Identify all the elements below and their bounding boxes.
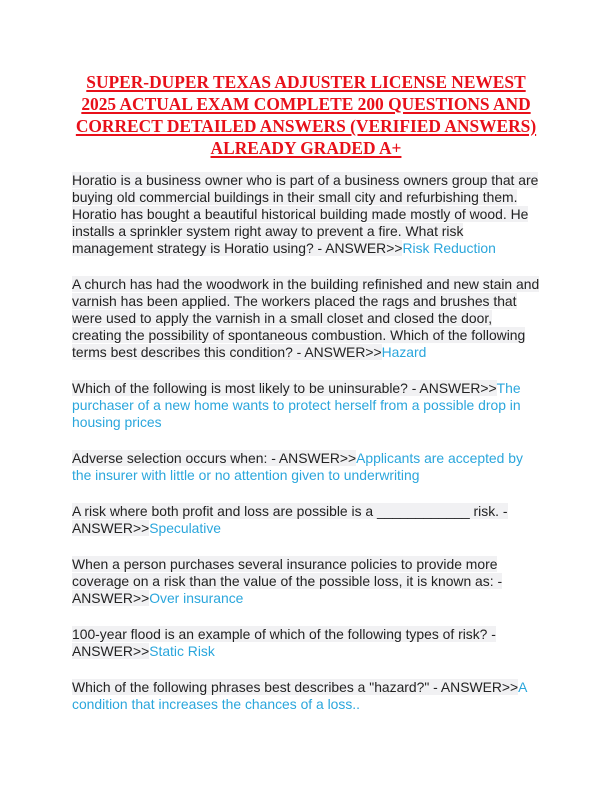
answer-marker: >> [339,450,357,466]
answer-text: Static Risk [149,643,215,659]
answer-marker: >> [365,344,382,360]
qa-item [72,450,540,484]
answer-text: Speculative [149,520,222,536]
question-text: Adverse selection occurs when: - ANSWER [72,450,340,466]
question-text: A church has had the woodwork in the building refinished and new stain and varnish has been applied. The workers placed the rags and brushes that were used to apply the varnish in a small closet and closed the door, creating the possibility of spontaneous combustion. Which of the following terms best describes this condition? - ANSWER [72,276,540,360]
answer-text: Applicants are accepted by the insurer with little or no attention given to underwriting [72,450,523,483]
answer-marker: >> [132,590,150,606]
qa-item [72,503,540,537]
qa-item [72,380,540,431]
answer-text: Risk Reduction [402,240,496,256]
qa-item [72,172,540,257]
document-title [72,71,540,159]
answer-text: A condition that increases the chances of a loss.. [72,679,527,712]
answer-marker: >> [501,679,519,695]
question-text: 100-year flood is an example of which of the following types of risk? - ANSWER [72,626,496,659]
qa-item [72,276,540,361]
answer-text: Over insurance [149,590,244,606]
document-title-text: SUPER-DUPER TEXAS ADJUSTER LICENSE NEWEST 2025 ACTUAL EXAM COMPLETE 200 QUESTIONS AND CORRECT DETAILED ANSWERS (VERIFIED ANSWERS) ALREADY GRADED A+ [75,72,537,158]
answer-text: The purchaser of a new home wants to protect herself from a possible drop in housing prices [72,380,521,430]
answer-marker: >> [480,380,497,396]
qa-item [72,679,540,713]
answer-marker: >> [386,240,403,256]
qa-item [72,626,540,660]
answer-text: Hazard [381,344,427,360]
question-text: A risk where both profit and loss are possible is a ____________ risk. - ANSWER [72,503,508,536]
qa-item [72,556,540,607]
question-text: When a person purchases several insurance policies to provide more coverage on a risk than the value of the possible loss, it is known as: - ANSWER [72,556,503,606]
question-text: Which of the following is most likely to be uninsurable? - ANSWER [72,380,481,396]
question-text: Which of the following phrases best describes a "hazard?" - ANSWER [72,679,502,695]
answer-marker: >> [132,520,150,536]
answer-marker: >> [132,643,150,659]
question-text: Horatio is a business owner who is part of a business owners group that are buying old commercial buildings in their small city and refurbishing them. Horatio has bought a beautiful historical building made mostly of wood. He installs a sprinkler system right away to prevent a fire. What risk management strategy is Horatio using? - ANSWER [72,172,539,256]
